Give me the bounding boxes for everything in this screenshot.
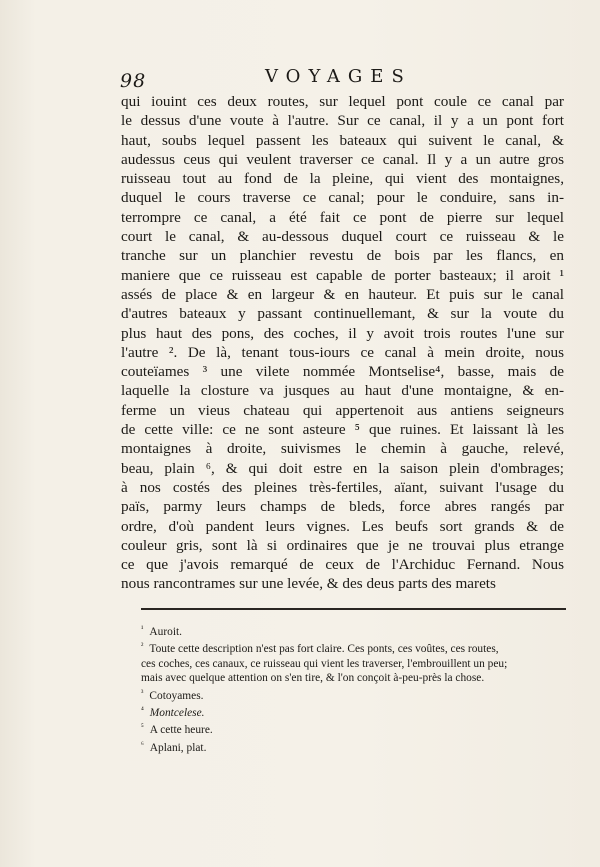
text-line: à nos costés des pleines très-fertiles, aïant, suivant l'usage du [121,478,564,496]
text-line: court le canal, & au-dessous duquel court ce ruisseau & le [121,228,564,246]
footnote-text: Cotoyames. [149,689,204,702]
footnote-mark: ¹ [141,624,144,633]
text-line: ruisseau tout au fond de la pleine, qui vient des montaignes, [121,170,564,188]
text-line: ce que j'avois remarqué de ceux de l'Archiduc Fernand. Nous [121,556,564,574]
footnotes [141,622,571,755]
footnote-mark: ³ [141,687,144,697]
text-line: terrompre ce canal, a été fait ce pont de pierre sur lequel [121,208,564,226]
text-line: plus haut des pons, des coches, il y avoit trois routes l'une sur [121,324,564,342]
text-line: duquel le cours traverse ce canal; pour le conduire, sans in- [121,189,564,207]
footnote-text: Toute cette description n'est pas fort claire. Ces ponts, ces voûtes, ces routes, [149,643,499,656]
page-header [120,66,560,90]
footnote-divider [141,608,566,610]
text-line: couleur gris, sont là si ordinaires que je ne trouvai plus etrange [121,536,564,554]
footnote [141,738,571,755]
text-line: audessus ceus qui veulent traverser ce canal. Il y a un autre gros [121,150,564,168]
running-title: VOYAGES [265,66,412,87]
text-line: haut, soubs lequel passent les bateaux qui suivent le canal, & [121,131,564,149]
text-line: beau, plain ⁶, & qui doit estre en la saison plein d'ombrages; [121,459,564,477]
text-line: de cette ville: ce ne sont asteure ⁵ que ruines. Et laissant là les [121,421,564,439]
text-line: tranche sur un planchier revestu de bois par les flancs, en [121,247,564,265]
footnote-text: A cette heure. [149,724,213,737]
footnote [141,703,571,720]
footnote-continuation [141,671,571,685]
text-line: couteïames ³ une vilete nommée Montselise⁴, basse, mais de [121,363,564,381]
text-line: assés de place & en largeur & en hauteur. Et puis sur le canal [121,285,564,303]
text-line: laquelle la closture va jusques au haut d'une montaigne, & en- [121,382,564,400]
text-line: nous rancontrames sur une levée, & des deus parts des marets [121,575,496,593]
text-line: montaignes à droite, suivismes le chemin à gauche, relevé, [121,440,564,458]
footnote-mark: ⁵ [141,722,144,732]
footnote-text: ces coches, ces canaux, ce ruisseau qui vient les traverser, l'embrouillent un peu; [141,657,508,670]
main-text [121,92,564,594]
footnote [141,639,571,656]
page-number: 98 [120,70,147,92]
footnote-text: Montcelese. [149,707,205,720]
footnote-text: Aplani, plat. [149,741,207,754]
footnote [141,622,571,639]
footnote-text: mais avec quelque attention on s'en tire, & l'on conçoit à-peu-près la chose. [141,672,485,685]
footnote-mark: ⁶ [141,739,144,749]
text-line: ferme un vieus chateau qui appertenoit aus antiens seigneurs [121,401,564,419]
text-line: païs, parmy leurs champs de bleds, force abres rangés par [121,498,564,516]
footnote-mark: ² [141,641,144,651]
footnote [141,686,571,703]
footnote-continuation [141,657,571,671]
text-line: maniere que ce ruisseau est capable de porter basteaux; il aroit ¹ [121,266,564,284]
text-line: l'autre ². De là, tenant tous-iours ce canal à mein droite, nous [121,343,564,361]
text-line: le dessus d'une voute à l'autre. Sur ce canal, il y a un pont fort [121,112,564,130]
footnote [141,720,571,737]
text-line: qui iouint ces deux routes, sur lequel pont coule ce canal par [121,93,564,110]
footnote-mark: ⁴ [141,705,144,715]
text-line: d'autres bateaux y passant continuellemant, & sur la voute du [121,305,564,323]
footnote-text: Auroit. [149,626,182,638]
text-line: ordre, d'où pandent leurs vignes. Les beufs sort grands & de [121,517,564,535]
